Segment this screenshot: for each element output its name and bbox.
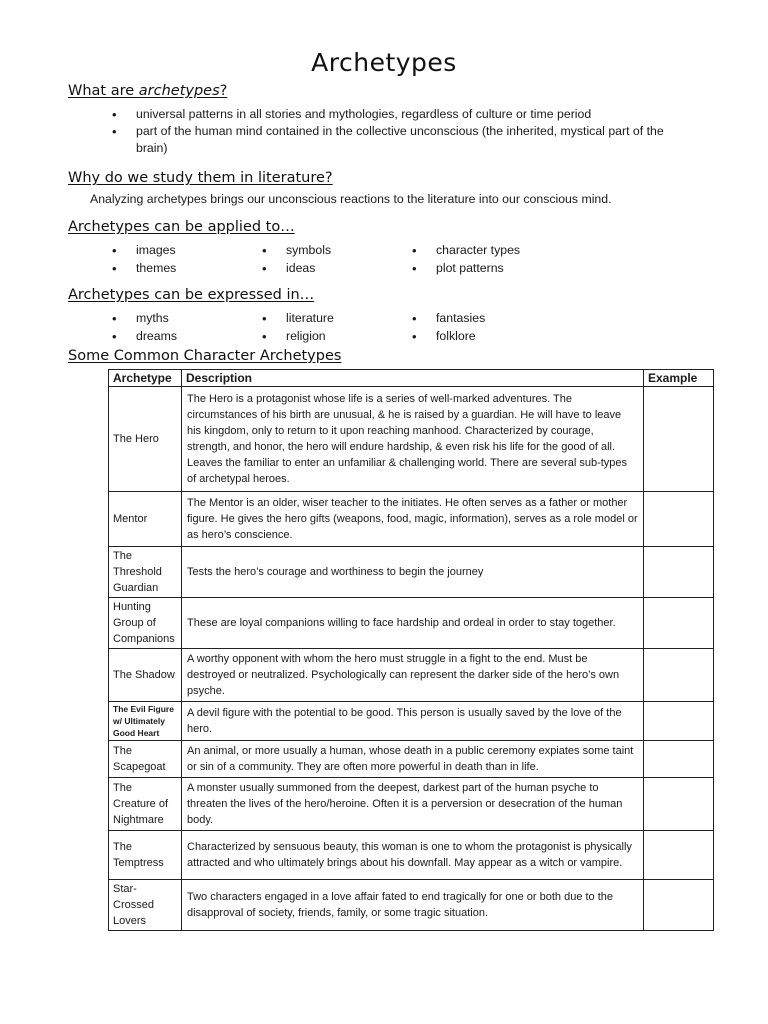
archetype-example	[644, 649, 714, 702]
archetype-example	[644, 778, 714, 831]
list-item: • universal patterns in all stories and mythologies, regardless of culture or time period	[112, 106, 682, 123]
table-header-row	[109, 370, 714, 387]
archetype-name: The Temptress	[109, 831, 182, 880]
list-item: • fantasies	[412, 310, 592, 327]
archetype-description: The Hero is a protagonist whose life is a series of well-marked adventures. The circumstances of his birth are unusual, & he is raised by a guardian. He will have to leave his kingdom, only to return to it upon reaching manhood. Characterized by courage, strength, and honor, the hero will endure hardship, & even risk his life for the good of all. Leaves the familiar to enter an unfamiliar & challenging world. There are several sub-types of archetypal heroes.	[182, 387, 644, 492]
archetype-name: The Evil Figure w/ Ultimately Good Heart	[109, 702, 182, 741]
expressed-in-list	[112, 310, 592, 345]
heading-character-archetypes: Some Common Character Archetypes	[68, 348, 342, 364]
archetype-example	[644, 880, 714, 931]
list-item: • character types	[412, 242, 592, 259]
table-row	[109, 547, 714, 598]
archetype-name: The Shadow	[109, 649, 182, 702]
list-item: • plot patterns	[412, 260, 592, 277]
archetype-example	[644, 702, 714, 741]
list-item: • themes	[112, 260, 262, 277]
archetype-description: Tests the hero’s courage and worthiness to begin the journey	[182, 547, 644, 598]
archetype-example	[644, 598, 714, 649]
archetype-name: The Threshold Guardian	[109, 547, 182, 598]
list-item: • images	[112, 242, 262, 259]
archetype-description: Characterized by sensuous beauty, this woman is one to whom the protagonist is physically attracted and who ultimately brings about his downfall. May appear as a witch or vampire.	[182, 831, 644, 880]
list-item: • part of the human mind contained in the collective unconscious (the inherited, mystical part of the brain)	[112, 123, 682, 157]
archetype-description: Two characters engaged in a love affair fated to end tragically for one or both due to the disapproval of society, friends, family, or some tragic situation.	[182, 880, 644, 931]
table-row	[109, 649, 714, 702]
applied-to-list	[112, 242, 592, 277]
table-row	[109, 831, 714, 880]
archetype-description: A devil figure with the potential to be good. This person is usually saved by the love of the hero.	[182, 702, 644, 741]
table-row	[109, 880, 714, 931]
table-row	[109, 778, 714, 831]
column-header-description: Description	[182, 370, 644, 387]
archetype-example	[644, 741, 714, 778]
page-title: Archetypes	[311, 48, 457, 77]
heading-what-are-archetypes	[68, 83, 227, 99]
archetype-description: An animal, or more usually a human, whose death in a public ceremony expiates some taint or sin of a community. They are often more powerful in death than in life.	[182, 741, 644, 778]
archetype-example	[644, 831, 714, 880]
list-item: • ideas	[262, 260, 412, 277]
archetype-name: The Hero	[109, 387, 182, 492]
archetype-name: The Scapegoat	[109, 741, 182, 778]
list-item: • literature	[262, 310, 412, 327]
column-header-archetype: Archetype	[109, 370, 182, 387]
definition-list	[112, 106, 682, 157]
list-item: • dreams	[112, 328, 262, 345]
list-item: • symbols	[262, 242, 412, 259]
archetype-name: Mentor	[109, 492, 182, 547]
archetype-description: A worthy opponent with whom the hero must struggle in a fight to the end. Must be destroyed or neutralized. Psychologically can represent the darker side of the hero’s own psyche.	[182, 649, 644, 702]
heading-suffix: ?	[219, 83, 228, 99]
table-row	[109, 492, 714, 547]
archetype-description: The Mentor is an older, wiser teacher to the initiates. He often serves as a father or mother figure. He gives the hero gifts (weapons, food, magic, information), serves as a role model or as hero’s conscience.	[182, 492, 644, 547]
table-row	[109, 598, 714, 649]
archetype-name: Hunting Group of Companions	[109, 598, 182, 649]
heading-prefix: What are	[68, 83, 139, 99]
column-header-example: Example	[644, 370, 714, 387]
list-item: • myths	[112, 310, 262, 327]
list-item: • religion	[262, 328, 412, 345]
table-row	[109, 702, 714, 741]
archetype-example	[644, 387, 714, 492]
archetype-name: The Creature of Nightmare	[109, 778, 182, 831]
heading-expressed-in: Archetypes can be expressed in…	[68, 287, 315, 303]
archetype-example	[644, 547, 714, 598]
archetype-description: A monster usually summoned from the deepest, darkest part of the human psyche to threaten the lives of the hero/heroine. Often it is a perversion or desecration of the human body.	[182, 778, 644, 831]
archetype-description: These are loyal companions willing to face hardship and ordeal in order to stay together.	[182, 598, 644, 649]
heading-why-study: Why do we study them in literature?	[68, 170, 333, 186]
heading-emphasis: archetypes	[138, 83, 220, 99]
list-item: • folklore	[412, 328, 592, 345]
table-row	[109, 741, 714, 778]
why-study-text: Analyzing archetypes brings our unconscious reactions to the literature into our conscious mind.	[90, 192, 612, 206]
heading-applied-to: Archetypes can be applied to…	[68, 219, 295, 235]
archetype-example	[644, 492, 714, 547]
archetypes-table	[108, 369, 714, 931]
table-row	[109, 387, 714, 492]
archetype-name: Star-Crossed Lovers	[109, 880, 182, 931]
